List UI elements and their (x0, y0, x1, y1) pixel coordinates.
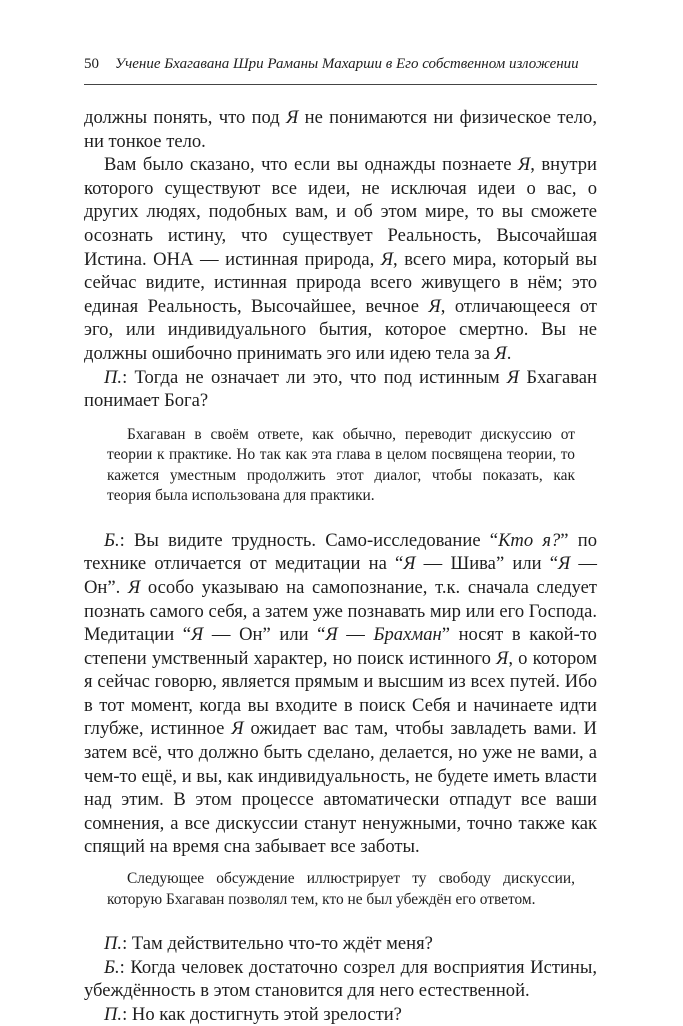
header-rule (84, 84, 597, 85)
main-text (84, 106, 597, 1026)
editorial-note-text: Следующее обсуждение иллюстрирует ту свободу дискуссии, которую Бхагаван позволял тем, кто не был убеждён его ответом. (107, 870, 575, 908)
running-title: Учение Бхагавана Шри Раманы Махарши в Его собственном изложении (115, 56, 579, 72)
dialogue-answer: Б.: Когда человек достаточно созрел для восприятия Истины, убеждённость в этом становится для него естественной. (84, 956, 597, 1002)
running-header (84, 56, 597, 73)
dialogue-question: П.: Там действительно что-то ждёт меня? (104, 933, 433, 955)
editorial-note (84, 425, 597, 507)
dialogue-question: П.: Но как достигнуть этой зрелости? (104, 1003, 402, 1025)
editorial-note-text: Бхагаван в своём ответе, как обычно, переводит дискуссию от теории к практике. Но так как эта глава в целом посвящена теории, то кажется уместным продолжить этот диалог, чтобы показать, как теория была использована для практики. (107, 425, 575, 505)
dialogue-answer: Б.: Вы видите трудность. Само-исследование “Кто я?” по технике отличается от медитации на “Я — Шива” или “Я — Он”. Я особо указываю на самопознание, т.к. сначала следует познать самого себя, а затем уже познавать мир или его Господа. Медитации “Я — Он” или “Я — Брахман” носят в какой-то степени умственный характер, но поиск истинного Я, о котором я сейчас говорю, является прямым и высшим из всех путей. Ибо в тот момент, когда вы входите в поиск Себя и начинаете идти глубже, истинное Я ожидает вас там, чтобы завладеть вами. И затем всё, что должно быть сделано, делается, но уже не вами, а чем-то ещё, и вы, как индивидуальность, не будете иметь власти над этим. В этом процессе автоматически отпадут все ваши сомнения, а все дискуссии станут ненужными, точно также как спящий на время сна забывает все заботы. (84, 529, 597, 858)
page-number: 50 (84, 56, 99, 72)
paragraph-continuation: должны понять, что под Я не понимаются ни физическое тело, ни тонкое тело. (84, 107, 597, 152)
dialogue-question: П.: Тогда не означает ли это, что под истинным Я Бхагаван понимает Бога? (84, 366, 598, 412)
editorial-note (84, 869, 597, 910)
paragraph: Вам было сказано, что если вы однажды познаете Я, внутри которого существуют все идеи, не исключая идеи о вас, о других людях, подобных вам, и об этом мире, то вы сможете осознать истину, что существует Реальность, Высочайшая Истина. ОНА — истинная природа, Я, всего мира, который вы сейчас видите, истинная природа всего живущего в нём; это единая Реальность, Высочайшее, вечное Я, отличающееся от эго, или индивидуального бытия, которое смертно. Вы не должны ошибочно принимать эго или идею тела за Я. (84, 154, 598, 364)
